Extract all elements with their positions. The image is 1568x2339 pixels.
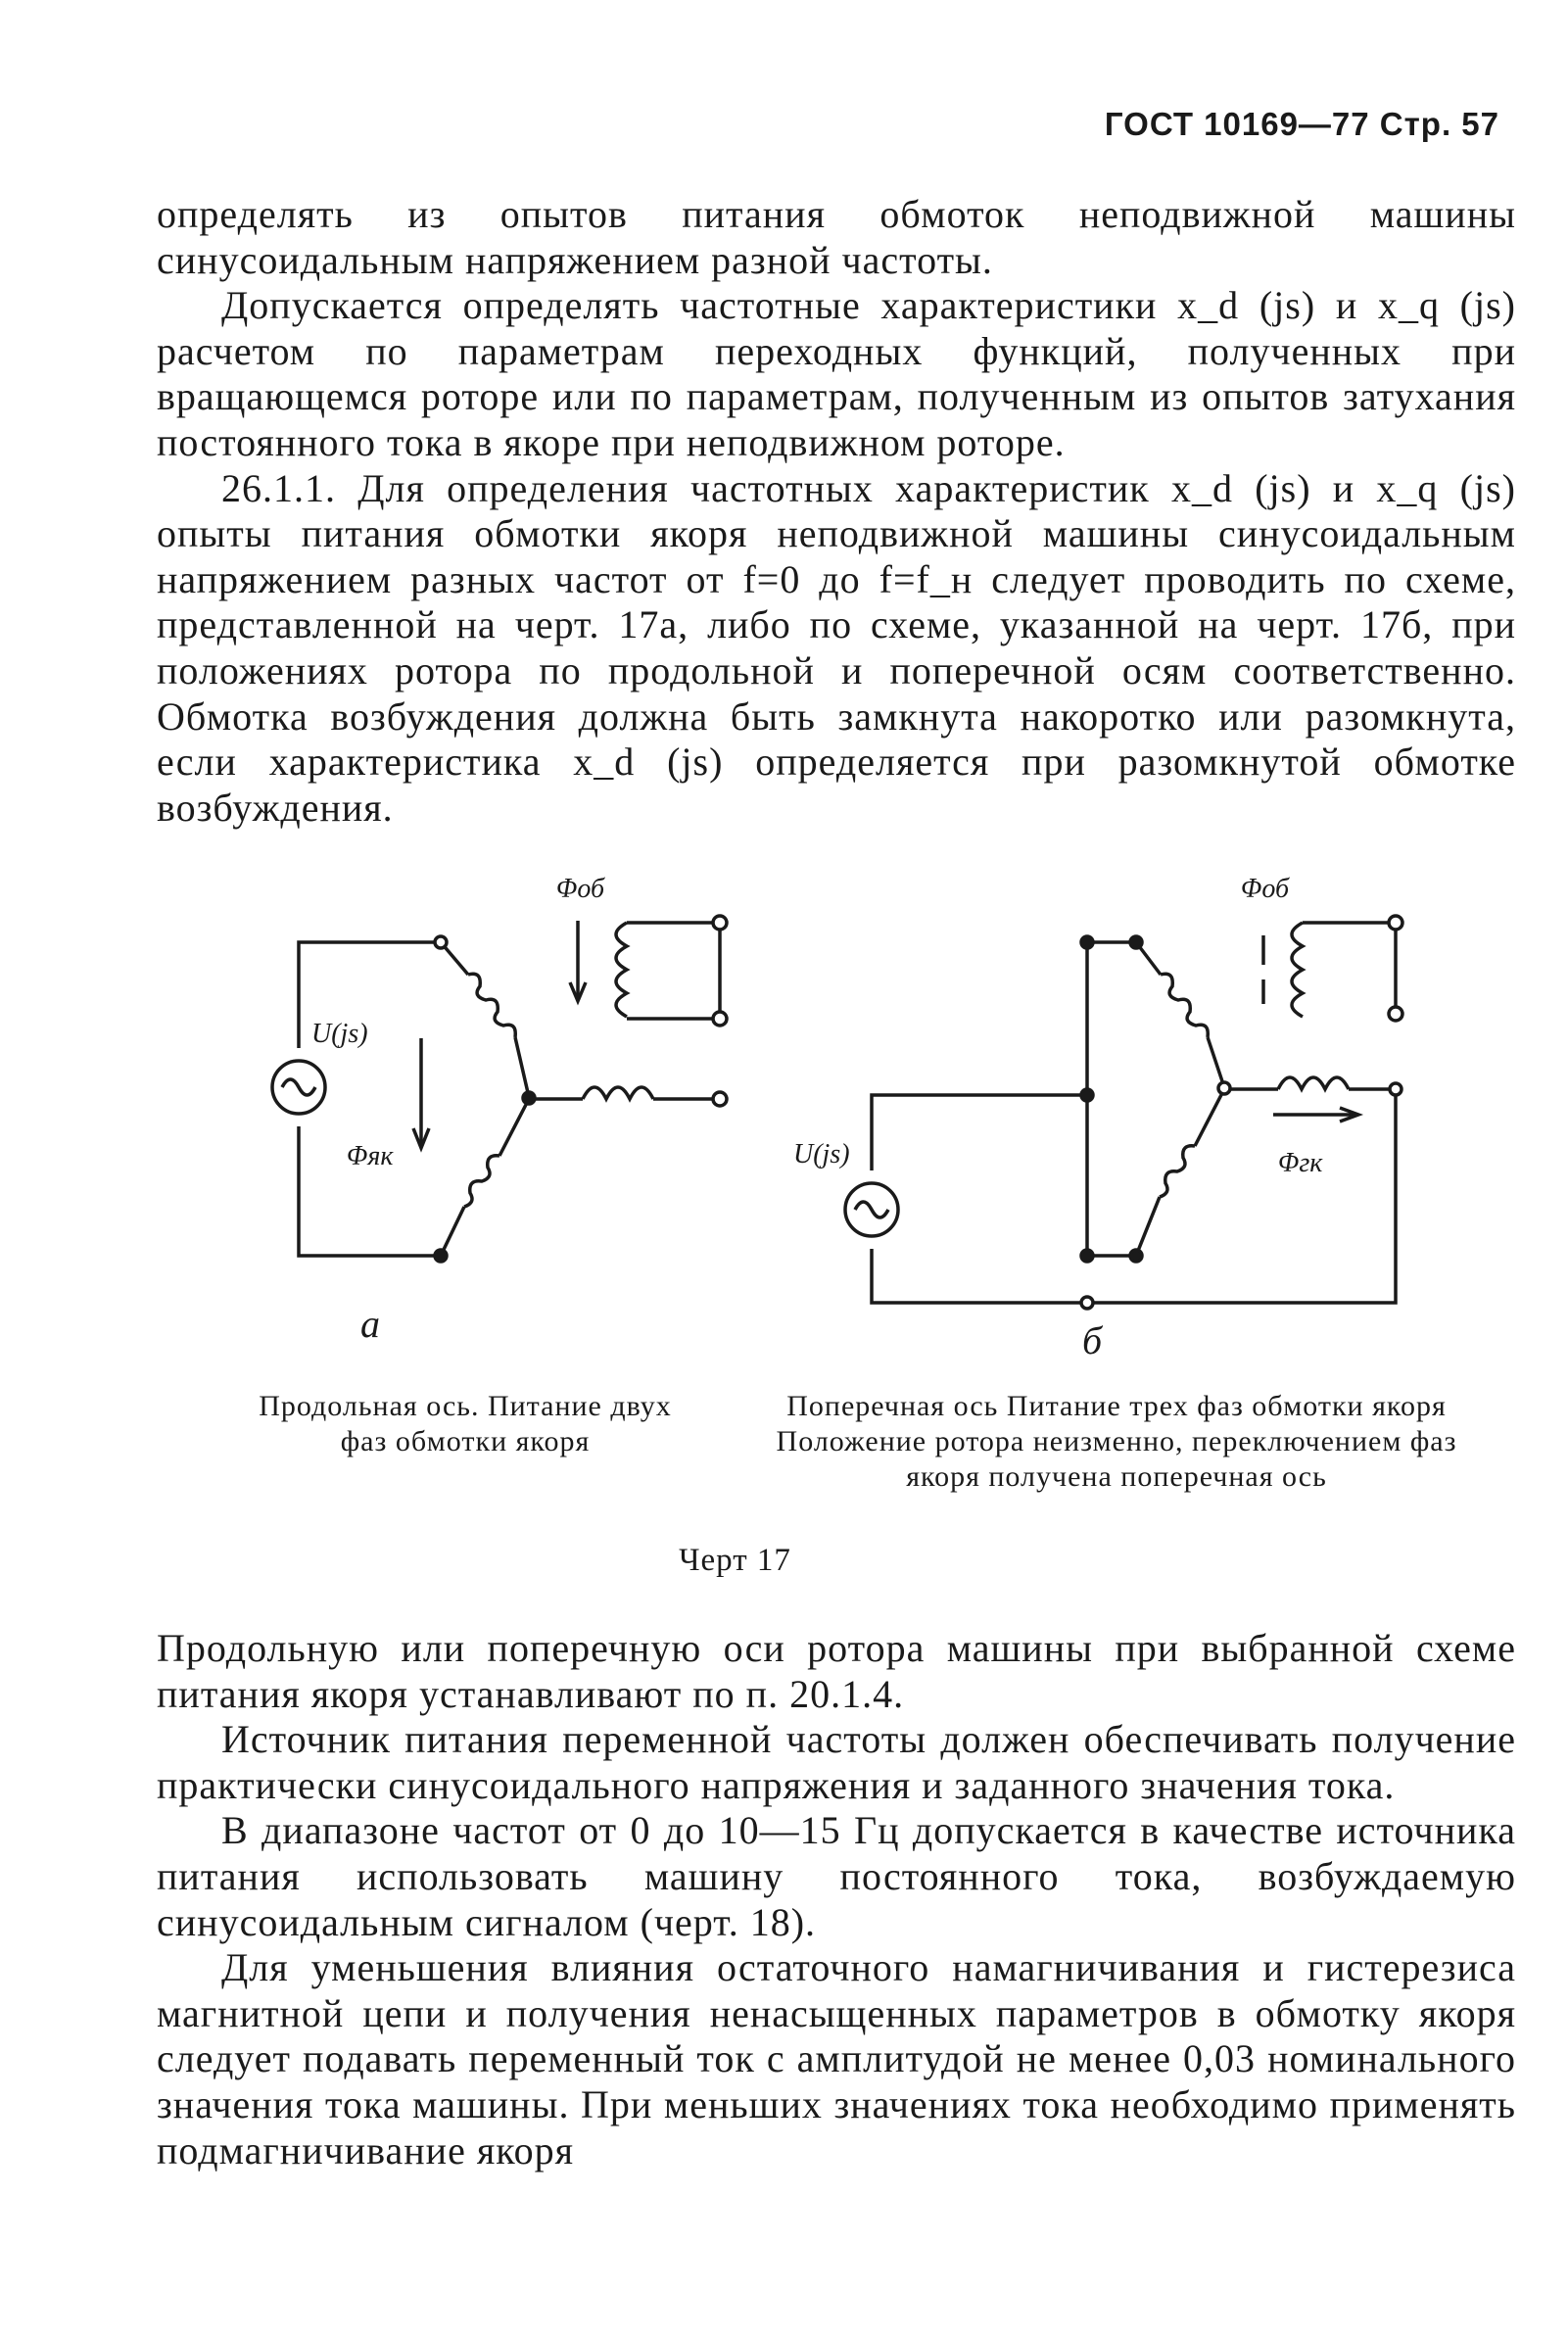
paragraph: В диапазоне частот от 0 до 10—15 Гц допускается в качестве источника питания использовать машину постоянного тока, возбуждаемую синусоидальным сигналом (черт. 18).: [157, 1808, 1516, 1944]
paragraph: Источник питания переменной частоты должен обеспечивать получение практически синусоидального напряжения и заданного значения тока.: [157, 1717, 1516, 1807]
top-text-block: [157, 192, 1516, 831]
label-voltage-a: U(js): [311, 1019, 368, 1049]
label-flux-armature-b: Φгк: [1278, 1148, 1323, 1178]
caption-b: Поперечная ось Питание трех фаз обмотки якоря Положение ротора неизменно, переключением фаз якоря получена поперечная ось: [776, 1390, 1457, 1493]
figure-letter-a: а: [360, 1302, 380, 1346]
paragraph: Для уменьшения влияния остаточного намагничивания и гистерезиса магнитной цепи и получения ненасыщенных параметров в обмотку якоря следует подавать переменный ток с амплитудой не менее 0,03 номинального значения тока машины. При меньших значениях тока необходимо применять подмагничивание якоря: [157, 1945, 1516, 2172]
caption-a: Продольная ось. Питание двух фаз обмотки якоря: [259, 1390, 672, 1457]
diagram-b-circuit: [845, 916, 1402, 1309]
paragraph: Допускается определять частотные характеристики x_d (js) и x_q (js) расчетом по параметрам переходных функций, полученных при вращающемся роторе или по параметрам, полученным из опытов затухания постоянного тока в якоре при неподвижном роторе.: [157, 283, 1516, 464]
label-flux-field-a: Φоб: [556, 874, 605, 904]
page-header: ГОСТ 10169—77 Стр. 57: [1104, 106, 1499, 142]
paragraph: определять из опытов питания обмоток неподвижной машины синусоидальным напряжением разной частоты.: [157, 192, 1516, 282]
paragraph: Продольную или поперечную оси ротора машины при выбранной схеме питания якоря устанавливают по п. 20.1.4.: [157, 1626, 1516, 1716]
label-voltage-b: U(js): [793, 1139, 850, 1170]
diagram-a-circuit: [272, 916, 727, 1262]
bottom-text-block: [157, 1626, 1516, 2173]
label-flux-field-b: Φоб: [1241, 874, 1290, 904]
circuit-diagrams: [264, 862, 1469, 1371]
label-flux-armature-a: Φяк: [347, 1141, 394, 1171]
figure-17: [264, 862, 1469, 1371]
figure-title-text: Черт 17: [679, 1543, 791, 1578]
figure-letter-b: б: [1082, 1318, 1103, 1362]
paragraph: 26.1.1. Для определения частотных характеристик x_d (js) и x_q (js) опыты питания обмотки якоря неподвижной машины синусоидальным напряжением разных частот от f=0 до f=f_н следует проводить по схеме, представленной на черт. 17а, либо по схеме, указанной на черт. 17б, при положениях ротора по продольной и поперечной осям соответственно. Обмотка возбуждения должна быть замкнута накоротко или разомкнута, если характеристика x_d (js) определяется при разомкнутой обмотке возбуждения.: [157, 465, 1516, 830]
figure-title: [0, 1543, 1568, 1579]
